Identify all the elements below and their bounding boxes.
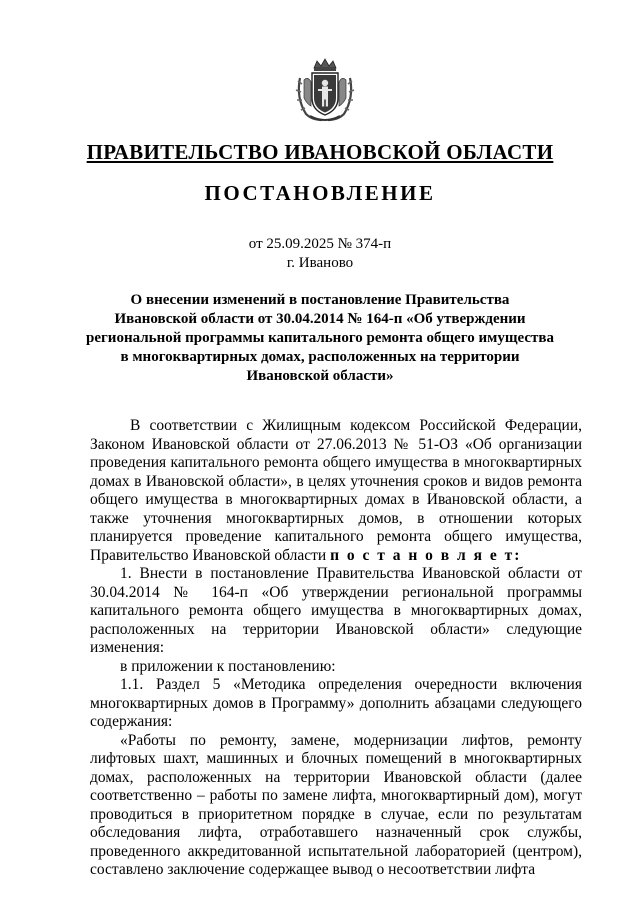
preamble-paragraph bbox=[90, 417, 582, 565]
decree-word: п о с т а н о в л я е т: bbox=[330, 546, 522, 564]
subject-line: О внесении изменений в постановление Правительства bbox=[130, 292, 510, 308]
subject-line: региональной программы капитального ремонта общего имущества bbox=[86, 330, 554, 346]
document-subject bbox=[0, 291, 640, 386]
document-type-title: ПОСТАНОВЛЕНИЕ bbox=[204, 181, 436, 205]
document-date-number: от 25.09.2025 № 374-п bbox=[248, 236, 392, 252]
document-body bbox=[90, 417, 582, 880]
subject-line: Ивановской области» bbox=[246, 368, 394, 384]
ivanovo-coat-of-arms-icon bbox=[292, 58, 358, 124]
item-1-1-paragraph: 1.1. Раздел 5 «Методика определения очередности включения многоквартирных домов в Программу» дополнить абзацами следующего содержания: bbox=[90, 676, 582, 730]
appendix-paragraph: в приложении к постановлению: bbox=[120, 657, 336, 675]
organization-name: ПРАВИТЕЛЬСТВО ИВАНОВСКОЙ ОБЛАСТИ bbox=[86, 140, 554, 164]
subject-line: в многоквартирных домах, расположенных на территории bbox=[120, 349, 520, 365]
quote-paragraph: «Работы по ремонту, замене, модернизации лифтов, ремонту лифтовых шахт, машинных и блочных помещений в многоквартирных домах, расположенных на территории Ивановской области (далее соответственно – работы по замене лифта, многоквартирный дом), могут проводиться в приоритетном порядке в случае, если по результатам обследования лифта, отработавшего назначенный срок службы, проведенного аккредитованной испытательной лабораторией (центром), составлено заключение содержащее вывод о несоответствии лифта bbox=[90, 731, 582, 878]
item-1-paragraph: 1. Внести в постановление Правительства Ивановской области от 30.04.2014 № 164-п «Об утверждении региональной программы капитального ремонта общего имущества в многоквартирных домах, расположенных на территории Ивановской области» следующие изменения: bbox=[90, 565, 582, 656]
preamble-text: В соответствии с Жилищным кодексом Российской Федерации, Законом Ивановской области от 27.06.2013 № 51-ОЗ «Об организации проведения капитального ремонта общего имущества в многоквартирных домах в Ивановской области», в целях уточнения сроков и видов ремонта общего имущества в многоквартирных домах в Ивановской области, а также уточнения многоквартирных домов, в отношении которых планируется проведение капитального ремонта общего имущества, Правительство Ивановской области bbox=[90, 417, 582, 564]
subject-line: Ивановской области от 30.04.2014 № 164-п «Об утверждении bbox=[114, 311, 526, 327]
document-city: г. Иваново bbox=[286, 255, 354, 271]
